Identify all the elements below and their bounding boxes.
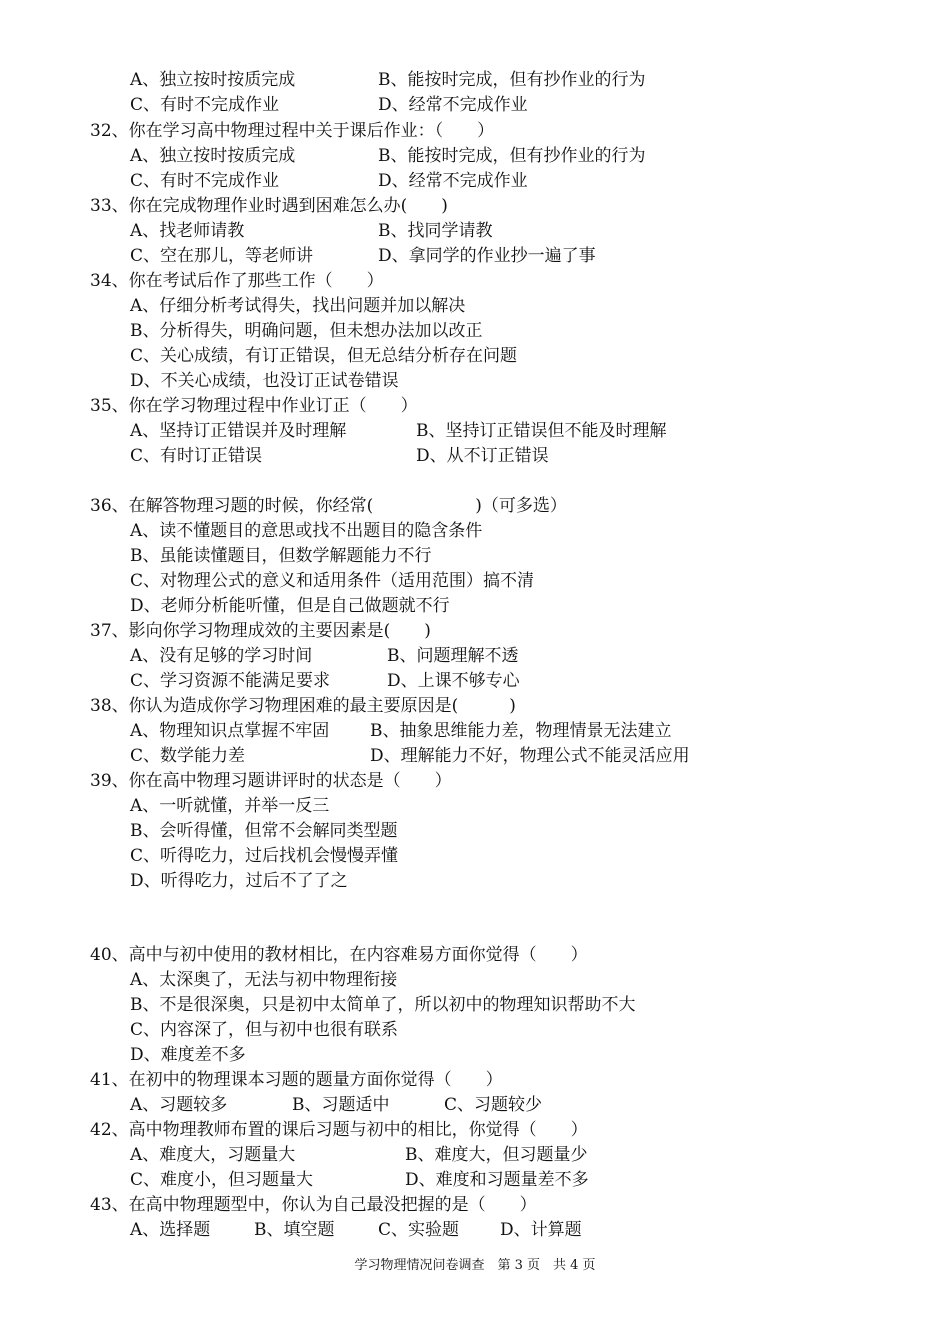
- option-text: C、关心成绩，有订正错误，但无总结分析存在问题: [130, 346, 518, 366]
- option-text: B、抽象思维能力差，物理情景无法建立: [370, 721, 672, 741]
- option-text: D、上课不够专心: [387, 671, 520, 691]
- option-text: D、拿同学的作业抄一遍了事: [378, 246, 596, 266]
- question-text: 36、在解答物理习题的时候，你经常( )（可多选）: [90, 496, 567, 516]
- option-text: A、难度大，习题量大: [130, 1145, 296, 1165]
- option-text: B、能按时完成，但有抄作业的行为: [378, 70, 646, 90]
- question-text: 42、高中物理教师布置的课后习题与初中的相比，你觉得（ ）: [90, 1120, 588, 1140]
- option-text: A、选择题: [130, 1220, 211, 1240]
- option-text: B、虽能读懂题目，但数学解题能力不行: [130, 546, 432, 566]
- option-text: A、坚持订正错误并及时理解: [130, 421, 347, 441]
- option-text: D、老师分析能听懂，但是自己做题就不行: [130, 596, 450, 616]
- option-text: A、仔细分析考试得失，找出问题并加以解决: [130, 296, 466, 316]
- option-text: C、对物理公式的意义和适用条件（适用范围）搞不清: [130, 571, 535, 591]
- option-text: B、坚持订正错误但不能及时理解: [416, 421, 667, 441]
- option-text: D、不关心成绩，也没订正试卷错误: [130, 371, 399, 391]
- option-text: B、分析得失，明确问题，但未想办法加以改正: [130, 321, 483, 341]
- question-text: 40、高中与初中使用的教材相比，在内容难易方面你觉得（ ）: [90, 945, 588, 965]
- question-text: 32、你在学习高中物理过程中关于课后作业：（ ）: [90, 121, 495, 141]
- option-text: D、听得吃力，过后不了了之: [130, 871, 348, 891]
- option-text: B、填空题: [254, 1220, 335, 1240]
- option-text: A、读不懂题目的意思或找不出题目的隐含条件: [130, 521, 483, 541]
- question-text: 41、在初中的物理课本习题的题量方面你觉得（ ）: [90, 1070, 503, 1090]
- option-text: A、独立按时按质完成: [130, 146, 296, 166]
- option-text: A、太深奥了，无法与初中物理衔接: [130, 970, 398, 990]
- question-text: 38、你认为造成你学习物理困难的最主要原因是( ): [90, 696, 516, 716]
- option-text: A、独立按时按质完成: [130, 70, 296, 90]
- option-text: D、理解能力不好，物理公式不能灵活应用: [370, 746, 690, 766]
- option-text: D、计算题: [500, 1220, 582, 1240]
- question-text: 43、在高中物理题型中，你认为自己最没把握的是（ ）: [90, 1195, 537, 1215]
- option-text: C、学习资源不能满足要求: [130, 671, 331, 691]
- option-text: A、物理知识点掌握不牢固: [130, 721, 330, 741]
- option-text: D、难度和习题量差不多: [405, 1170, 589, 1190]
- page-footer: 学习物理情况问卷调查 第 3 页 共 4 页: [354, 1258, 596, 1273]
- question-text: 34、你在考试后作了那些工作（ ）: [90, 271, 384, 291]
- option-text: D、经常不完成作业: [378, 171, 528, 191]
- option-text: D、从不订正错误: [416, 446, 549, 466]
- option-text: D、难度差不多: [130, 1045, 246, 1065]
- option-text: C、习题较少: [444, 1095, 543, 1115]
- option-text: B、会听得懂，但常不会解同类型题: [130, 821, 398, 841]
- question-text: 37、影向你学习物理成效的主要因素是( ): [90, 621, 431, 641]
- question-text: 35、你在学习物理过程中作业订正（ ）: [90, 396, 418, 416]
- option-text: B、能按时完成，但有抄作业的行为: [378, 146, 646, 166]
- option-text: B、问题理解不透: [387, 646, 519, 666]
- option-text: A、找老师请教: [130, 221, 245, 241]
- option-text: C、有时订正错误: [130, 446, 263, 466]
- option-text: C、有时不完成作业: [130, 95, 280, 115]
- option-text: A、一听就懂，并举一反三: [130, 796, 330, 816]
- option-text: B、难度大，但习题量少: [405, 1145, 588, 1165]
- option-text: C、空在那儿，等老师讲: [130, 246, 314, 266]
- option-text: B、习题适中: [292, 1095, 390, 1115]
- option-text: C、听得吃力，过后找机会慢慢弄懂: [130, 846, 399, 866]
- option-text: B、不是很深奥，只是初中太简单了，所以初中的物理知识帮助不大: [130, 995, 636, 1015]
- option-text: A、习题较多: [130, 1095, 228, 1115]
- option-text: C、数学能力差: [130, 746, 246, 766]
- option-text: B、找同学请教: [378, 221, 493, 241]
- option-text: C、难度小，但习题量大: [130, 1170, 314, 1190]
- option-text: C、内容深了，但与初中也很有联系: [130, 1020, 399, 1040]
- option-text: C、有时不完成作业: [130, 171, 280, 191]
- option-text: A、没有足够的学习时间: [130, 646, 313, 666]
- option-text: D、经常不完成作业: [378, 95, 528, 115]
- question-text: 33、你在完成物理作业时遇到困难怎么办( ): [90, 196, 448, 216]
- option-text: C、实验题: [378, 1220, 460, 1240]
- question-text: 39、你在高中物理习题讲评时的状态是（ ）: [90, 771, 452, 791]
